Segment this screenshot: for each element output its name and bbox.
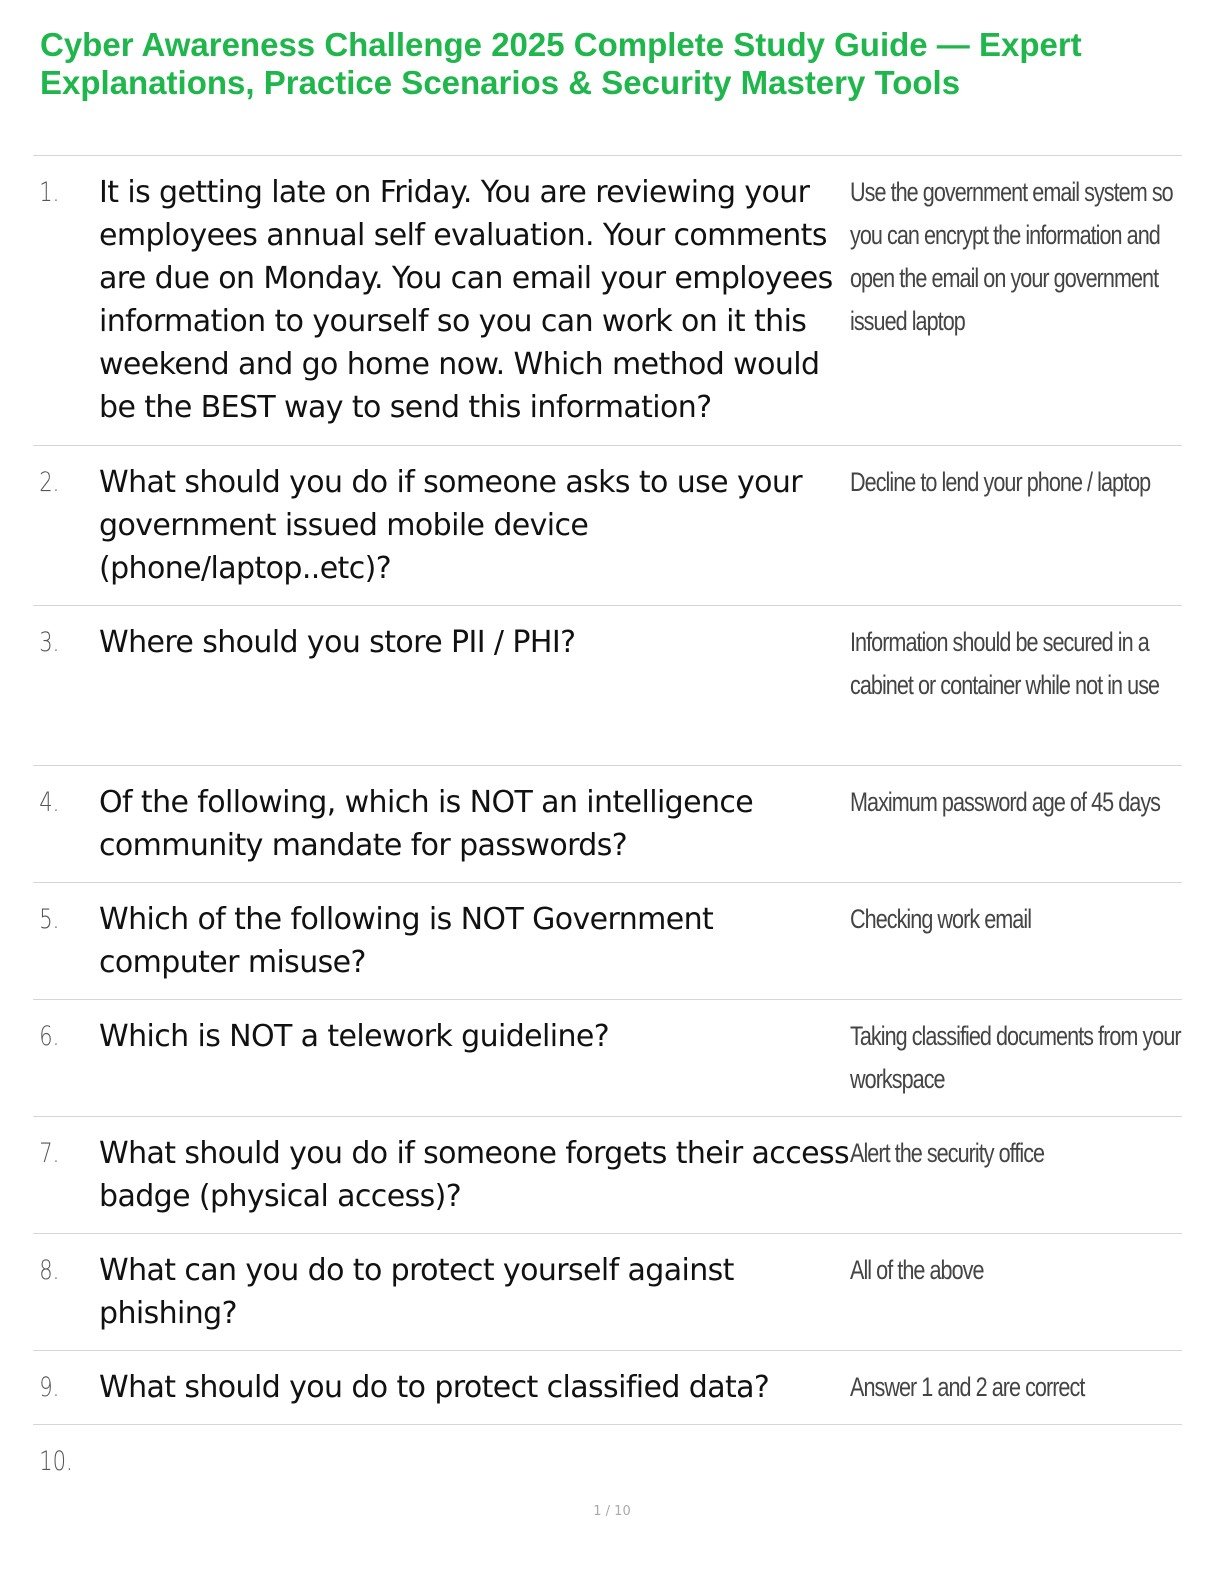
- answer-text: [849, 781, 1182, 882]
- question-text: What can you do to protect yourself against phishing?: [99, 1253, 734, 1331]
- question-text: Which of the following is NOT Government computer misuse?: [99, 902, 714, 980]
- answer-text: [849, 1015, 1182, 1116]
- question-text: [99, 1440, 849, 1495]
- answer-text-content: Taking classified documents from your workspace: [850, 1021, 1181, 1094]
- question-text: What should you do if someone forgets their access badge (physical access)?: [99, 1136, 850, 1214]
- answer-text: [849, 461, 1182, 605]
- question-text: It is getting late on Friday. You are reviewing your employees annual self evaluation. Your comments are due on Monday. You can email your employees information to yourself so you can work on it this weekend and go home now. Which method would be the BEST way to send this information?: [99, 175, 833, 425]
- answer-text-content: Maximum password age of 45 days: [850, 787, 1160, 817]
- answer-text-content: Answer 1 and 2 are correct: [850, 1372, 1085, 1402]
- question-text: Of the following, which is NOT an intelligence community mandate for passwords?: [99, 785, 754, 863]
- question-row-3: [33, 606, 1182, 766]
- question-answer-table: [33, 155, 1182, 1495]
- question-row-4: [33, 766, 1182, 883]
- answer-text-content: Information should be secured in a cabinet or container while not in use: [850, 627, 1160, 700]
- question-text: What should you do if someone asks to use your government issued mobile device (phone/laptop..etc)?: [99, 465, 803, 586]
- answer-text: [849, 621, 1182, 765]
- question-number: 10.: [39, 1446, 73, 1477]
- answer-text: [849, 1366, 1182, 1424]
- answer-text-content: Use the government email system so you can encrypt the information and open the email on your government issued laptop: [850, 177, 1173, 336]
- question-text: Which is NOT a telework guideline?: [99, 1019, 610, 1054]
- answer-text: [849, 1440, 1182, 1495]
- question-text: What should you do to protect classified data?: [99, 1370, 770, 1405]
- answer-text-content: All of the above: [850, 1255, 984, 1285]
- answer-text: [849, 1249, 1182, 1350]
- answer-text-content: Alert the security office: [850, 1138, 1045, 1168]
- question-number: 8.: [39, 1255, 60, 1286]
- question-number: 3.: [39, 627, 60, 658]
- answer-text: [849, 898, 1182, 999]
- answer-text: [849, 171, 1182, 445]
- document-title: Cyber Awareness Challenge 2025 Complete Study Guide — Expert Explanations, Practice Scenarios & Security Mastery Tools: [40, 26, 1082, 101]
- page-indicator: 1 / 10: [593, 1504, 631, 1519]
- question-number: 2.: [39, 467, 60, 498]
- question-row-1: [33, 156, 1182, 446]
- question-row-8: [33, 1234, 1182, 1351]
- question-number: 6.: [39, 1021, 60, 1052]
- question-number: 1.: [39, 177, 60, 208]
- answer-text-content: Decline to lend your phone / laptop: [850, 467, 1151, 497]
- question-row-7: [33, 1117, 1182, 1234]
- question-number: 7.: [39, 1138, 60, 1169]
- answer-text: [849, 1132, 1182, 1233]
- question-number: 5.: [39, 904, 60, 935]
- question-row-2: [33, 446, 1182, 606]
- question-row-6: [33, 1000, 1182, 1117]
- question-row-9: [33, 1351, 1182, 1425]
- question-row-5: [33, 883, 1182, 1000]
- question-number: 4.: [39, 787, 60, 818]
- question-text: Where should you store PII / PHI?: [99, 625, 576, 660]
- answer-text-content: Checking work email: [850, 904, 1032, 934]
- question-number: 9.: [39, 1372, 60, 1403]
- question-row-10: [33, 1425, 1182, 1495]
